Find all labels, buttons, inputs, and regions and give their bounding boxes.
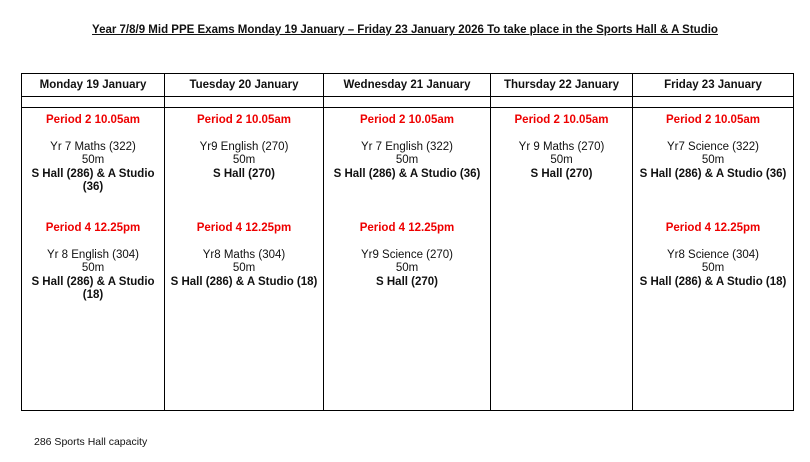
period-2-block bbox=[633, 114, 793, 181]
period-label: Period 4 12.25pm bbox=[45, 222, 141, 234]
exam-venue: S Hall (286) & A Studio (18) bbox=[170, 275, 318, 288]
exam-venue: S Hall (286) & A Studio (36) bbox=[31, 167, 155, 193]
spacer-cell bbox=[165, 97, 324, 108]
exam-duration: 50m bbox=[550, 154, 573, 166]
exam-duration: 50m bbox=[81, 154, 105, 166]
day-header-friday: Friday 23 January bbox=[633, 74, 794, 97]
day-header-monday: Monday 19 January bbox=[22, 74, 165, 97]
period-label: Period 2 10.05am bbox=[46, 114, 140, 126]
spacer-cell bbox=[22, 97, 165, 108]
period-2-block bbox=[22, 114, 164, 195]
exam-venue: S Hall (270) bbox=[213, 167, 275, 180]
exam-duration: 50m bbox=[395, 154, 419, 166]
exam-subject: Yr8 Maths (304) bbox=[202, 248, 286, 261]
period-label: Period 2 10.05am bbox=[360, 114, 454, 126]
exam-venue: S Hall (286) & A Studio (36) bbox=[333, 167, 481, 180]
period-label: Period 4 12.25pm bbox=[359, 222, 455, 234]
exam-venue: S Hall (270) bbox=[376, 275, 438, 288]
document-title: Year 7/8/9 Mid PPE Exams Monday 19 January – Friday 23 January 2026 To take place in the Sports Hall & A Studio bbox=[92, 24, 718, 36]
schedule-row bbox=[22, 108, 794, 411]
exam-duration: 50m bbox=[232, 262, 256, 274]
exam-venue: S Hall (270) bbox=[530, 167, 593, 180]
exam-subject: Yr 8 English (304) bbox=[46, 248, 140, 261]
period-label: Period 2 10.05am bbox=[666, 114, 760, 126]
period-2-block bbox=[165, 114, 323, 181]
day-cell-thursday bbox=[491, 108, 633, 411]
exam-duration: 50m bbox=[395, 262, 419, 274]
exam-subject: Yr 7 Maths (322) bbox=[50, 140, 136, 153]
period-2-block bbox=[491, 114, 632, 181]
day-cell-monday bbox=[22, 108, 165, 411]
period-2-block bbox=[324, 114, 490, 181]
exam-subject: Yr 7 English (322) bbox=[360, 140, 454, 153]
exam-venue: S Hall (286) & A Studio (36) bbox=[639, 167, 787, 180]
exam-schedule-table bbox=[21, 73, 794, 411]
spacer-cell bbox=[324, 97, 491, 108]
exam-duration: 50m bbox=[701, 262, 725, 274]
day-header-wednesday: Wednesday 21 January bbox=[324, 74, 491, 97]
spacer-cell bbox=[633, 97, 794, 108]
exam-duration: 50m bbox=[701, 154, 725, 166]
day-header-tuesday: Tuesday 20 January bbox=[165, 74, 324, 97]
period-label: Period 4 12.25pm bbox=[665, 222, 761, 234]
day-cell-friday bbox=[633, 108, 794, 411]
exam-venue: S Hall (286) & A Studio (18) bbox=[639, 275, 787, 288]
period-label: Period 4 12.25pm bbox=[196, 222, 292, 234]
period-4-block bbox=[633, 222, 793, 289]
exam-duration: 50m bbox=[232, 154, 256, 166]
period-label: Period 2 10.05am bbox=[197, 114, 291, 126]
exam-subject: Yr9 Science (270) bbox=[360, 248, 454, 261]
exam-subject: Yr 9 Maths (270) bbox=[518, 140, 605, 153]
period-4-block bbox=[22, 222, 164, 303]
day-cell-tuesday bbox=[165, 108, 324, 411]
day-header-thursday: Thursday 22 January bbox=[491, 74, 633, 97]
exam-venue: S Hall (286) & A Studio (18) bbox=[31, 275, 155, 301]
spacer-row bbox=[22, 97, 794, 108]
exam-subject: Yr9 English (270) bbox=[199, 140, 289, 153]
spacer-cell bbox=[491, 97, 633, 108]
header-row bbox=[22, 74, 794, 97]
capacity-footnote: 286 Sports Hall capacity bbox=[34, 436, 148, 448]
exam-subject: Yr8 Science (304) bbox=[666, 248, 760, 261]
exam-duration: 50m bbox=[81, 262, 105, 274]
period-4-block bbox=[165, 222, 323, 289]
exam-subject: Yr7 Science (322) bbox=[666, 140, 760, 153]
period-4-block bbox=[324, 222, 490, 289]
period-label: Period 2 10.05am bbox=[514, 114, 609, 126]
day-cell-wednesday bbox=[324, 108, 491, 411]
